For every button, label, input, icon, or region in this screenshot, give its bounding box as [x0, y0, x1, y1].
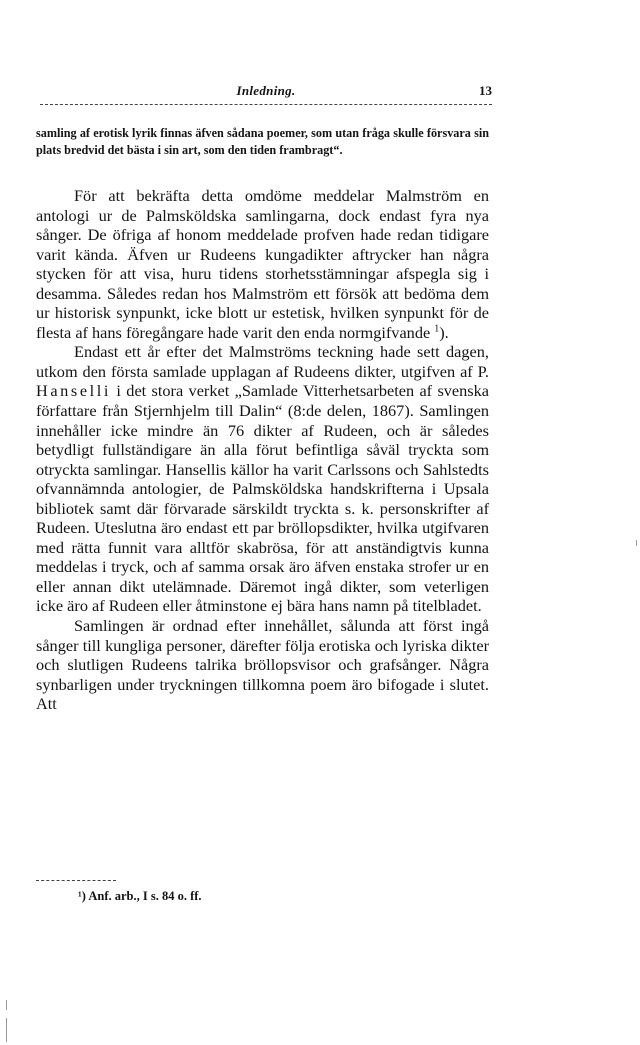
scan-margin-mark — [6, 1000, 7, 1010]
paragraph-text: Endast ett år efter det Malmströms teckning hade sett dagen, utkom den första samlade upplagan af Rudeens dikter, utgifven af P. — [36, 342, 489, 381]
page-header — [40, 83, 492, 103]
footnote: ¹) Anf. arb., I s. 84 o. ff. — [78, 889, 202, 903]
paragraph-tail: ). — [439, 322, 449, 342]
running-title: Inledning. — [236, 83, 296, 98]
page-number: 13 — [479, 83, 492, 98]
editor-name: Hanselli — [36, 381, 112, 401]
header-rule — [40, 104, 492, 105]
scan-margin-mark — [6, 1018, 7, 1042]
footnote-reference[interactable]: 1 — [434, 323, 440, 335]
paragraph-text: För att bekräfta detta omdöme meddelar Malmström en antologi ur de Palmsköldska samlingarna, dock endast fyra nya sånger. De öfriga af honom meddelade profven hade redan tidigare varit kända. Äfven ur Rudeens kungadikter aftrycker han några stycken för att visa, huru tidens storhetsstämningar afspegla sig i desamma. Således redan hos Malmström ett försök att bedöma dem ur historisk synpunkt, icke blott ur estetisk, hvilken synpunkt för de flesta af hans föregångare hade varit den enda normgifvande — [36, 186, 489, 342]
quote-continuation: samling af erotisk lyrik finnas äfven sådana poemer, som utan fråga skulle försvara sin plats bredvid det bästa i sin art, som den tiden frambragt“. — [36, 126, 489, 157]
footnote-rule — [36, 880, 116, 881]
paragraph-text: Samlingen är ordnad efter innehållet, sålunda att först ingå sånger till kungliga personer, därefter följa erotiska och lyriska dikter och slutligen Rudeens talrika bröllopsvisor och grafsånger. Några synbarligen under tryckningen tillkomna poem äro bifogade i slutet. Att — [36, 616, 489, 714]
paragraph-tail: i det stora verket „Samlade Vitterhetsarbeten af svenska författare från Stjernhjelm till Dalin“ (8:de delen, 1867). Samlingen innehåller icke mindre än 76 dikter af Rudeen, och är således betydligt fullständigare än alla förut befintliga såväl tryckta som otryckta samlingar. Hansellis källor ha varit Carlssons och Sahlstedts ofvannämnda antologier, de Palmsköldska handskrifterna i Upsala bibliotek samt där förvarade särskildt tryckta s. k. personskrifter af Rudeen. Uteslutna äro endast ett par bröllopsdikter, hvilka utgifvaren med rätta funnit vara alltför skabrösa, för att anständigtvis kunna meddelas i tryck, och af samma orsak äro äfven enstaka strofer ur en eller annan dikt utelämnade. Däremot ingå dikter, som veterligen icke äro af Rudeen eller åtminstone ej bära hans namn på titelbladet. — [36, 381, 489, 616]
paragraph-collection-order — [36, 616, 489, 714]
body-text — [36, 186, 489, 714]
scan-margin-mark — [636, 540, 637, 546]
paragraph-hanselli-edition — [36, 342, 489, 616]
paragraph-malmstrom-anthology — [36, 186, 489, 342]
